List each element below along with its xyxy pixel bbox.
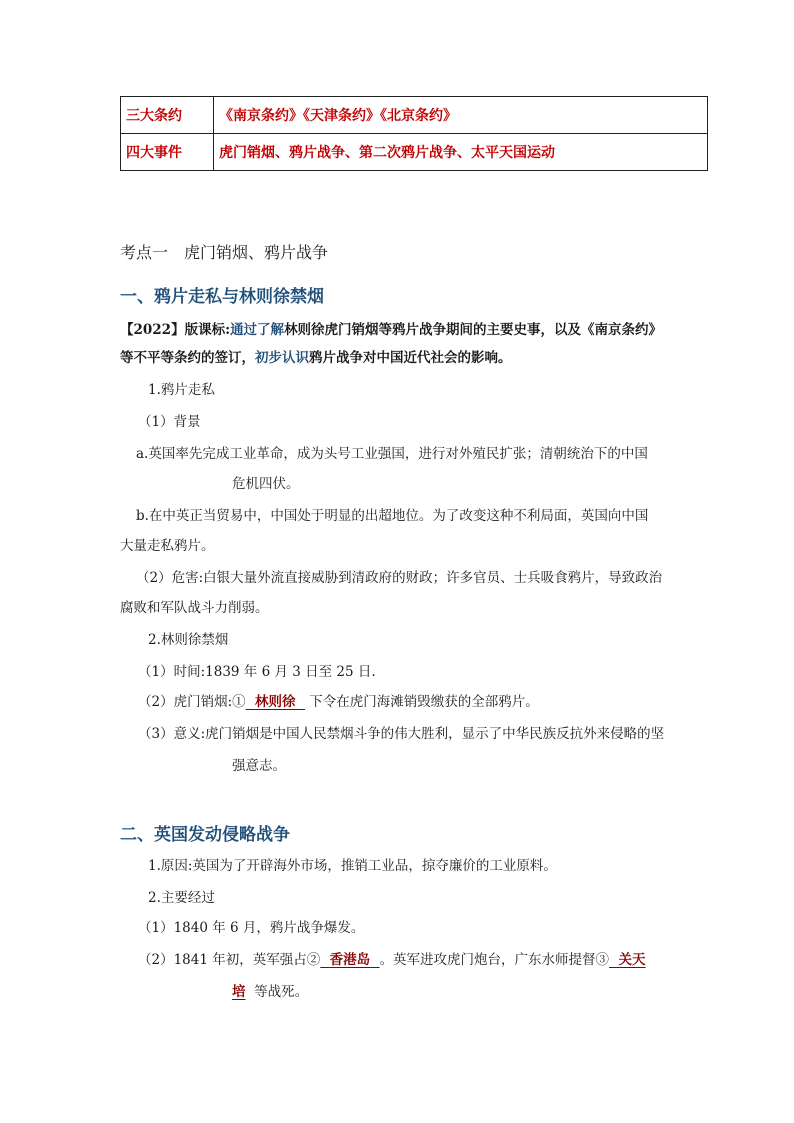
section1-title: 一、鸦片走私与林则徐禁烟 — [120, 287, 324, 307]
standard-line2a: 等不平等条约的签订， — [120, 350, 255, 366]
paragraph-line: a.英国率先完成工业革命，成为头号工业强国，进行对外殖民扩张；清朝统治下的中国 — [136, 446, 648, 462]
paragraph-line — [138, 950, 645, 970]
paragraph-line — [232, 982, 308, 1002]
curriculum-standard-line2 — [120, 348, 512, 368]
text-span: 下令在虎门海滩销毁缴获的全部鸦片。 — [309, 694, 539, 710]
sub-heading: 1.鸦片走私 — [148, 382, 215, 398]
paragraph-line — [138, 692, 539, 712]
table-cell-value: 《南京条约》《天津条约》《北京条约》 — [214, 97, 708, 134]
kaodian-heading: 考点一 虎门销烟、鸦片战争 — [120, 243, 329, 262]
answer-blank — [609, 952, 645, 968]
paragraph-line: （3）意义:虎门销烟是中国人民禁烟斗争的伟大胜利，显示了中华民族反抗外来侵略的坚 — [138, 726, 665, 742]
sub-heading: 2.林则徐禁烟 — [148, 632, 229, 648]
standard-line2c: 鸦片战争对中国近代社会的影响。 — [309, 350, 512, 366]
table-row — [121, 97, 708, 134]
standard-part2: 林则徐虎门销烟等鸦片战争期间的主要史事，以及《南京条约》 — [284, 322, 663, 338]
paragraph-line: 危机四伏。 — [232, 476, 300, 492]
section2-title: 二、英国发动侵略战争 — [120, 825, 290, 845]
answer-text: 林则徐 — [255, 694, 296, 710]
text-span: 。英军进攻虎门炮台，广东水师提督③ — [379, 952, 610, 968]
paragraph-line: b.在中英正当贸易中，中国处于明显的出超地位。为了改变这种不利局面，英国向中国 — [136, 508, 649, 524]
standard-part1: 通过了解 — [230, 322, 285, 338]
sub-heading: 2.主要经过 — [148, 890, 215, 906]
standard-tag: 【2022】版课标: — [120, 322, 231, 338]
paragraph-line: 大量走私鸦片。 — [120, 538, 215, 554]
table-cell-label: 三大条约 — [121, 97, 214, 134]
answer-blank — [320, 952, 379, 968]
paragraph-line: 腐败和军队战斗力削弱。 — [120, 600, 269, 616]
standard-line2b: 初步认识 — [255, 350, 309, 366]
answer-text: 香港岛 — [329, 952, 371, 968]
table-cell-label: 四大事件 — [121, 134, 214, 171]
paragraph-line: 强意志。 — [232, 758, 286, 774]
text-span: （2）虎门销烟:① — [138, 694, 246, 710]
text-span: （2）1841 年初，英军强占② — [138, 952, 321, 968]
summary-table — [120, 96, 708, 171]
paragraph-line: （2）危害:白银大量外流直接威胁到清政府的财政；许多官员、士兵吸食鸦片，导致政治 — [136, 570, 663, 586]
paragraph-line: 1.原因:英国为了开辟海外市场，推销工业品，掠夺廉价的工业原料。 — [148, 858, 557, 874]
answer-text: 培 — [232, 984, 246, 1000]
answer-text: 关天 — [618, 952, 646, 968]
paragraph-line: （1）1840 年 6 月，鸦片战争爆发。 — [138, 920, 365, 936]
table-cell-value: 虎门销烟、鸦片战争、第二次鸦片战争、太平天国运动 — [214, 134, 708, 171]
point-heading: （1）背景 — [138, 414, 201, 430]
table-row — [121, 134, 708, 171]
curriculum-standard-line1 — [120, 320, 662, 340]
paragraph-line: （1）时间:1839 年 6 月 3 日至 25 日. — [138, 664, 376, 680]
answer-blank — [246, 694, 305, 710]
text-span: 等战死。 — [254, 984, 309, 1000]
